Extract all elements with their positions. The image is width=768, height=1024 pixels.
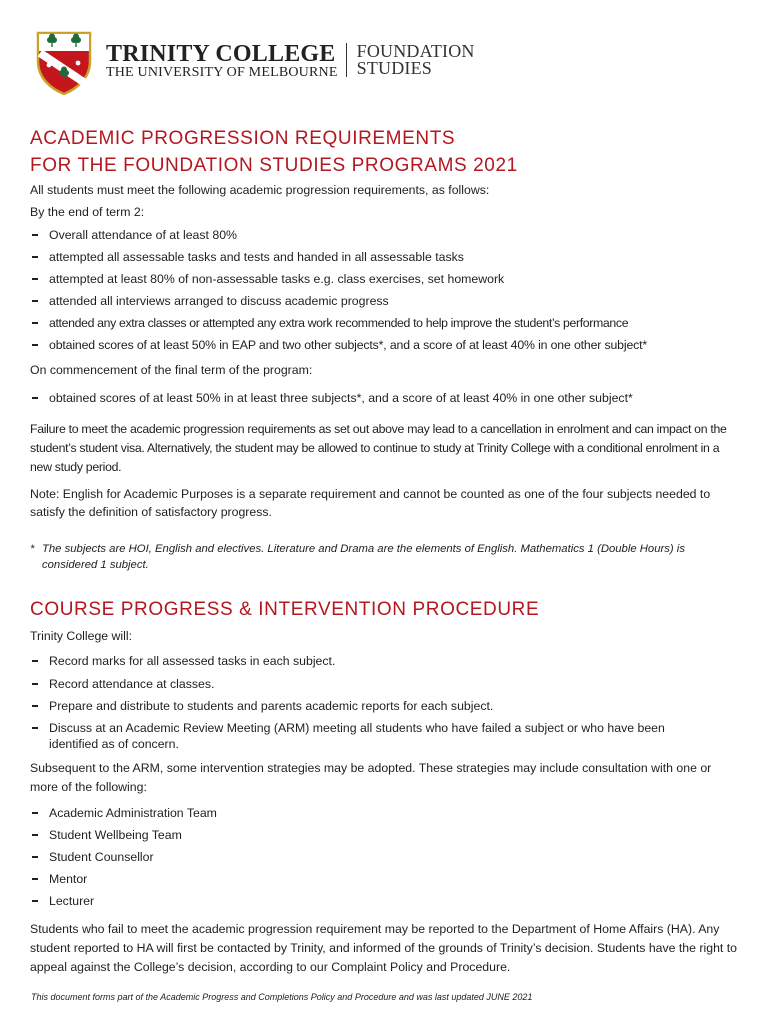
brand-divider [346,43,347,77]
term2-requirements-list [30,227,740,359]
college-crest-icon [36,31,92,95]
document-footer-note: This document forms part of the Academic Progress and Completions Policy and Procedure and was last updated JUNE 2021 [31,992,533,1002]
subsequent-paragraph: Subsequent to the ARM, some intervention strategies may be adopted. These strategies may include consultation with one or more of the following: [30,761,712,794]
list-item: Mentor [30,871,740,893]
brand-university: THE UNIVERSITY OF MELBOURNE [106,65,338,80]
section-course-progress-title: COURSE PROGRESS & INTERVENTION PROCEDURE [30,599,540,620]
document-title-line2: FOR THE FOUNDATION STUDIES PROGRAMS 2021 [30,155,518,176]
final-term-label: On commencement of the final term of the program: [30,363,313,377]
reporting-paragraph: Students who fail to meet the academic progression requirement may be reported to the Department of Home Affairs (HA). Any student reported to HA will first be contacted by Trinity, and informed of the grounds of Trinity’s decision. Students have the right to appeal against the College’s decision, according to our Complaint Policy and Procedure. [30,922,737,974]
list-item: Lecturer [30,893,740,915]
list-item: attempted at least 80% of non-assessable tasks e.g. class exercises, set homework [30,271,740,293]
list-item: attended all interviews arranged to discuss academic progress [30,293,740,315]
note-paragraph: Note: English for Academic Purposes is a separate requirement and cannot be counted as one of the four subjects needed to satisfy the definition of satisfactory progress. [30,487,711,519]
list-item: attended any extra classes or attempted any extra work recommended to help improve the student’s performance [30,315,740,337]
intro-text: All students must meet the following academic progression requirements, as follows: [30,183,490,197]
consultation-list [30,805,740,915]
final-term-requirements-list [30,390,740,406]
brand-department-line2: STUDIES [356,58,433,78]
footnote-text: The subjects are HOI, English and electives. Literature and Drama are the elements of English. Mathematics 1 (Double Hours) is considered 1 subject. [42,543,685,571]
list-item: Student Wellbeing Team [30,827,740,849]
list-item: Student Counsellor [30,849,740,871]
document-title [30,125,730,179]
brand-department [357,43,475,77]
list-item: obtained scores of at least 50% in at least three subjects*, and a score of at least 40% in one other subject* [30,390,740,406]
brand-name: TRINITY COLLEGE [106,41,336,67]
failure-paragraph: Failure to meet the academic progression requirements as set out above may lead to a cancellation in enrolment and can impact on the student’s student visa. Alternatively, the student may be allowed to continue to study at Trinity College with a conditional enrolment in a new study period. [30,422,727,474]
footnote-marker: * [30,543,35,555]
list-item: Discuss at an Academic Review Meeting (ARM) meeting all students who have failed a subject or who have been identified as of concern. [30,720,709,752]
list-item: Overall attendance of at least 80% [30,227,740,249]
header-logo [36,31,475,95]
document-title-line1: ACADEMIC PROGRESSION REQUIREMENTS [30,128,456,149]
list-item: Prepare and distribute to students and parents academic reports for each subject. [30,698,740,720]
term2-label: By the end of term 2: [30,205,145,219]
brand-department-line1: FOUNDATION [356,41,475,61]
list-item: attempted all assessable tasks and tests and handed in all assessable tasks [30,249,740,271]
trinity-will-label: Trinity College will: [30,629,133,643]
list-item: Record attendance at classes. [30,676,740,698]
list-item: obtained scores of at least 50% in EAP and two other subjects*, and a score of at least 40% in one other subject* [30,337,740,359]
list-item: Academic Administration Team [30,805,740,827]
list-item: Record marks for all assessed tasks in each subject. [30,653,740,676]
subjects-footnote [30,541,730,573]
trinity-actions-list [30,653,740,752]
